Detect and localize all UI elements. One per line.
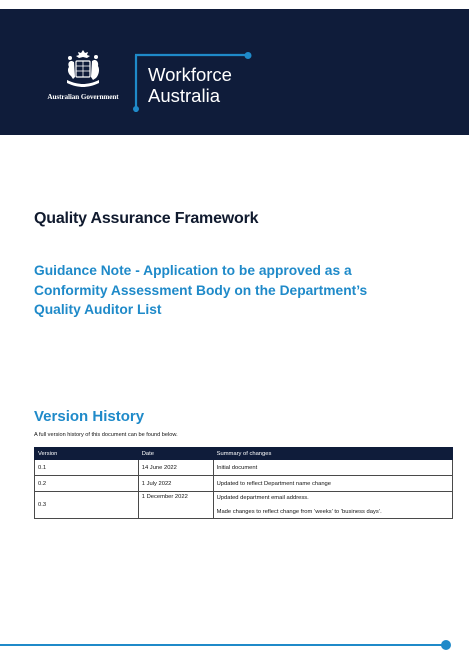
summary-cell (213, 492, 452, 519)
date-cell: 1 December 2022 (138, 492, 213, 519)
guidance-line-3: Quality Auditor List (34, 302, 162, 317)
column-header-summary: Summary of changes (213, 448, 452, 460)
guidance-line-1: Guidance Note - Application to be approved as a (34, 263, 352, 278)
government-name: Australian Government (47, 93, 119, 101)
version-cell: 0.3 (35, 492, 139, 519)
date-cell: 14 June 2022 (138, 460, 213, 476)
guidance-line-2: Conformity Assessment Body on the Department’s (34, 282, 368, 298)
footer-dot (441, 640, 451, 650)
column-header-version: Version (35, 448, 139, 460)
document-title: Quality Assurance Framework (34, 210, 259, 227)
coat-of-arms-icon (61, 49, 105, 91)
table-row (35, 476, 453, 492)
table-row (35, 492, 453, 519)
date-cell: 1 July 2022 (138, 476, 213, 492)
column-header-date: Date (138, 448, 213, 460)
table-header-row (35, 448, 453, 460)
summary-line: Made changes to reflect change from ‘weeks’ to ‘business days’. (216, 509, 382, 515)
version-history-note: A full version history of this document can be found below. (34, 432, 178, 438)
version-history-heading: Version History (34, 408, 145, 425)
version-history-table (34, 447, 453, 519)
summary-cell: Initial document (213, 460, 452, 476)
brand-wordmark (148, 64, 232, 106)
version-cell: 0.2 (35, 476, 139, 492)
footer-rule (0, 644, 445, 646)
summary-line: Updated department email address. (216, 495, 309, 501)
brand-line-2: Australia (148, 85, 220, 106)
brand-line-1: Workforce (148, 64, 232, 85)
summary-cell: Updated to reflect Department name change (213, 476, 452, 492)
table-row (35, 460, 453, 476)
government-crest (38, 49, 128, 109)
version-cell: 0.1 (35, 460, 139, 476)
header-banner (0, 9, 469, 135)
guidance-note-title (34, 261, 434, 320)
